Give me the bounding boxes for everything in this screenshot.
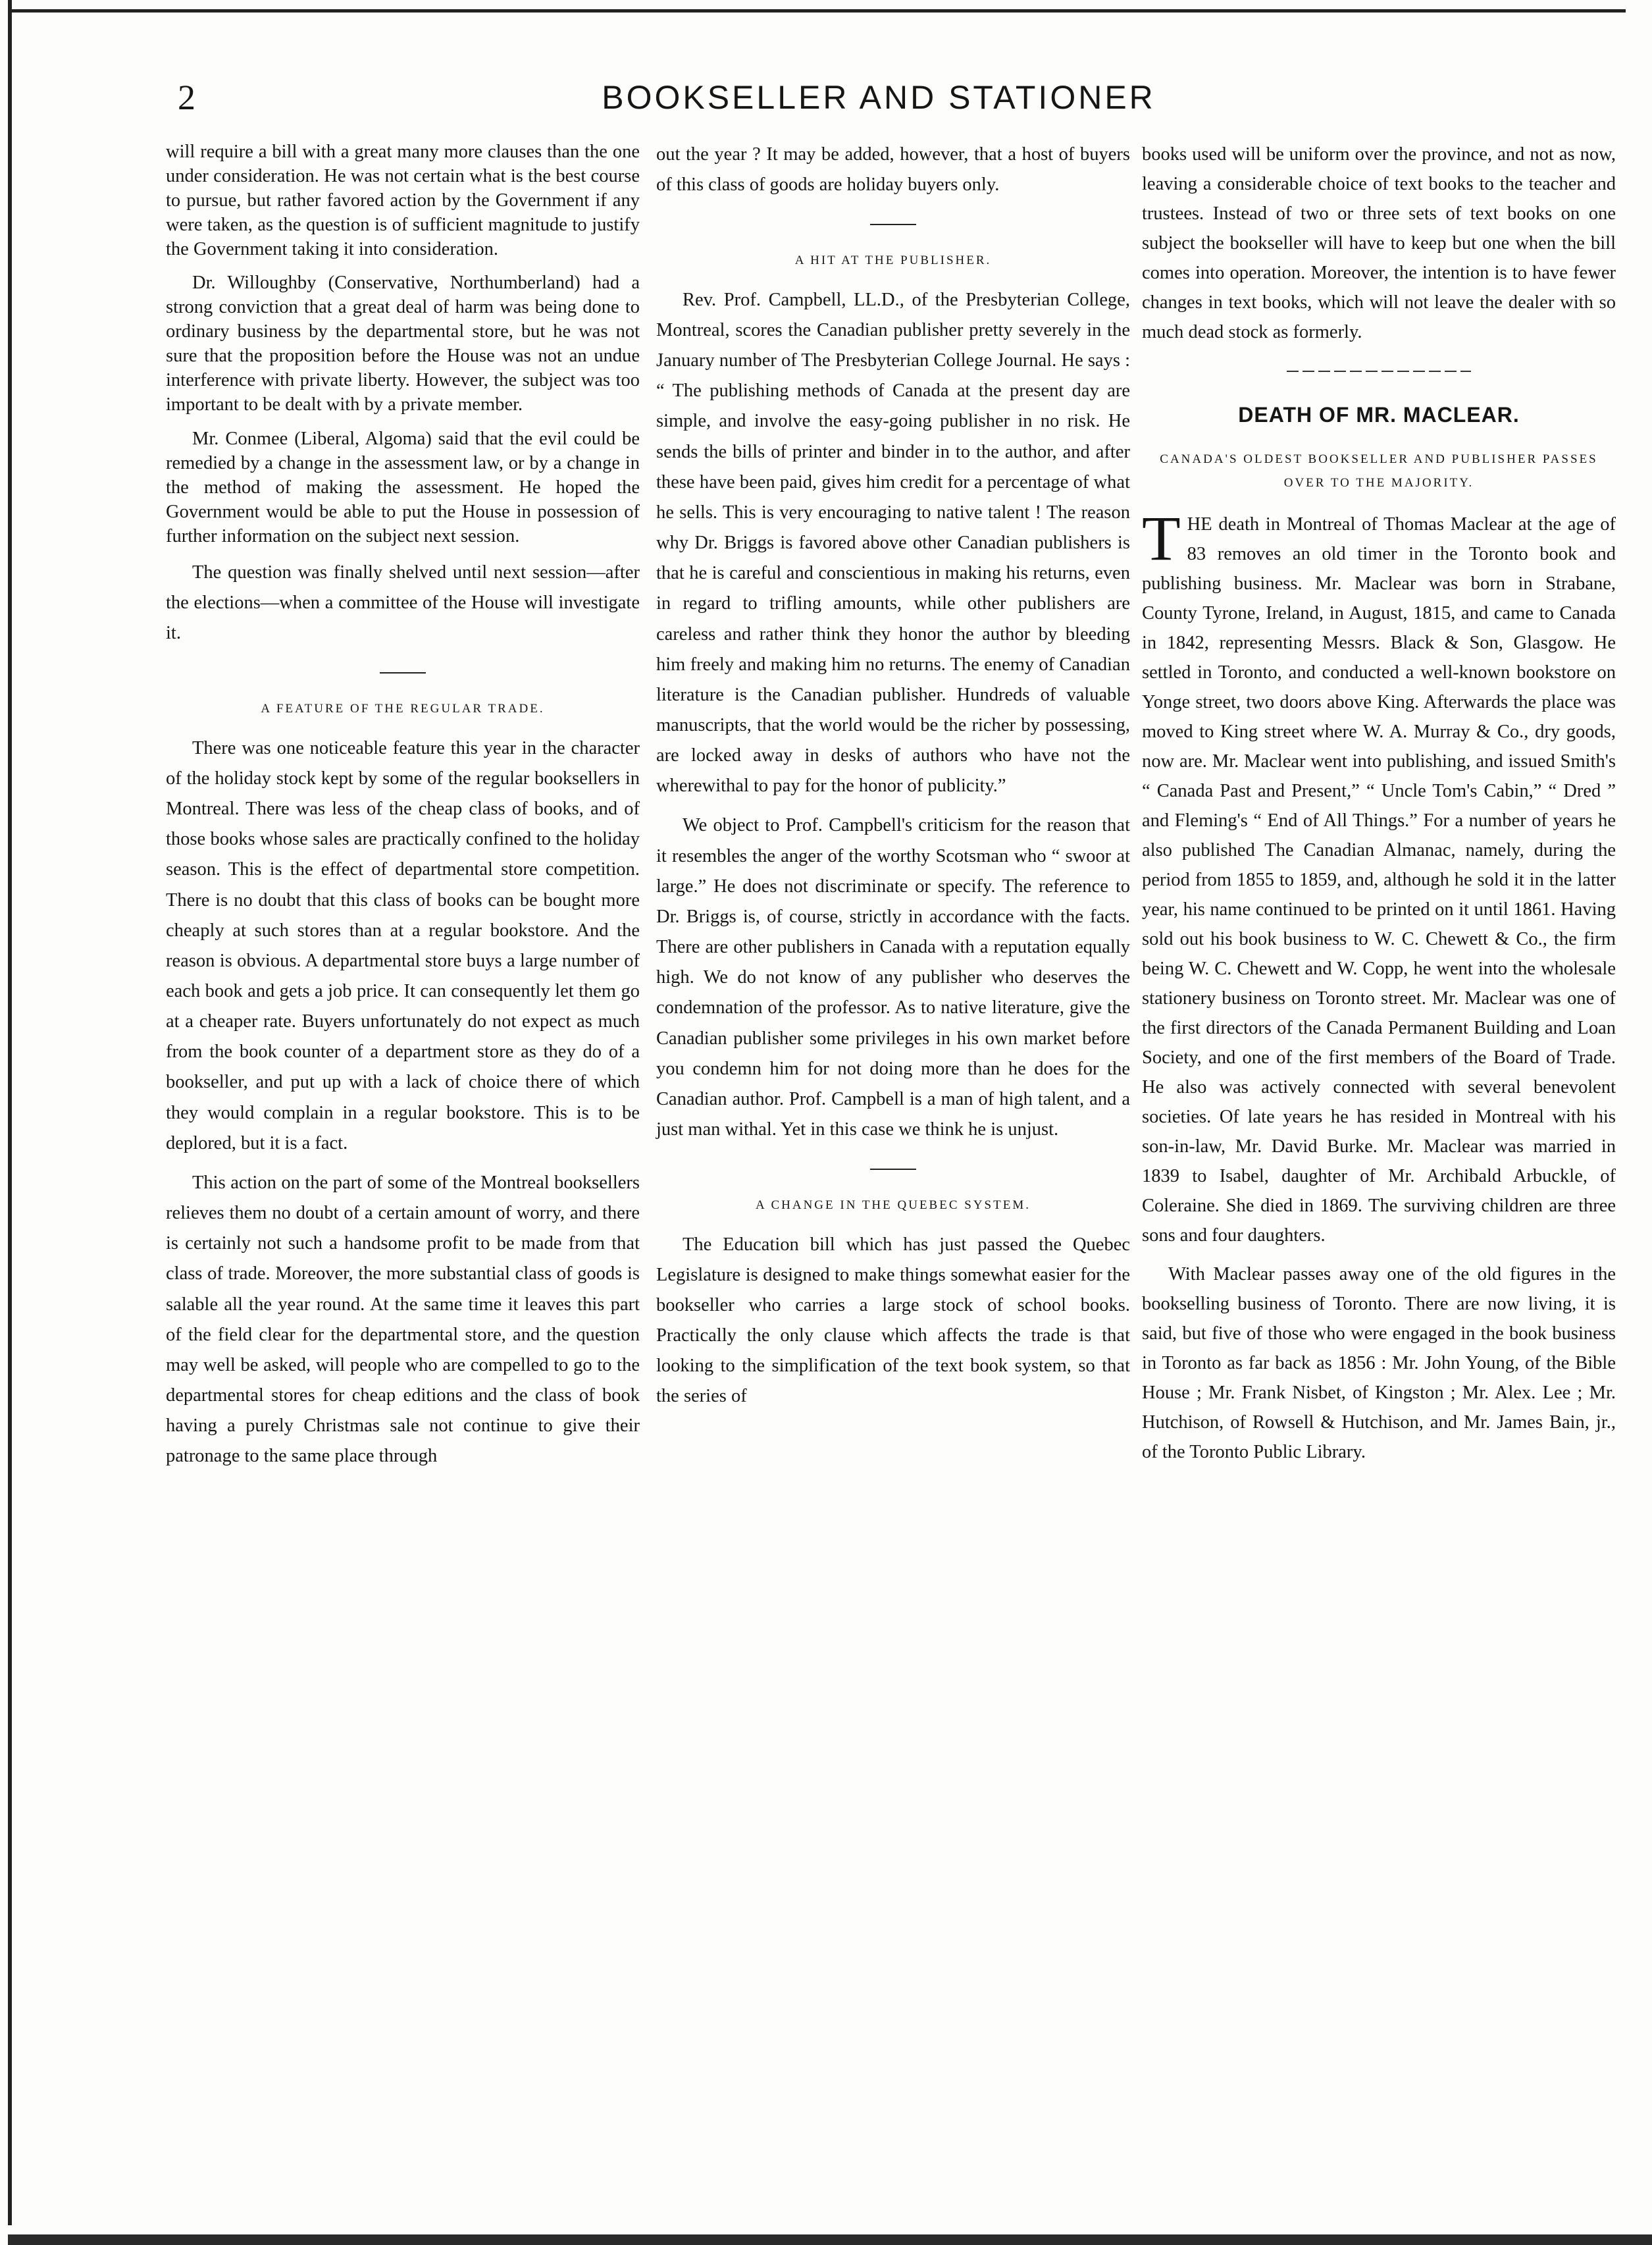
section-divider bbox=[380, 672, 426, 674]
page-border-bottom bbox=[8, 2225, 1652, 2245]
drop-cap: T bbox=[1142, 502, 1181, 573]
paragraph: The question was finally shelved until next session—after the elections—when a committee of the House will investigate it. bbox=[166, 562, 640, 644]
article-headline: DEATH OF MR. MACLEAR. bbox=[1238, 403, 1520, 427]
paragraph-text: HE death in Montreal of Thomas Maclear at the age of 83 removes an old timer in the Toronto book and publishing business. Mr. Maclear was born in Strabane, County Tyrone, Ireland, in August, 1815, and came to Canada in 1842, representing Messrs. Black & Son, Glasgow. He settled in Toronto, and conducted a well-known bookstore on Yonge street, two doors above King. Afterwards the place was moved to King street where W. A. Murray & Co., dry goods, now are. Mr. Maclear went into publishing, and issued Smith's “ Canada Past and Present,” “ Uncle Tom's Cabin,” “ Dred ” and Fleming's “ End of All Things.” For a number of years he also published The Canadian Almanac, namely, during the period from 1855 to 1859, and, although he sold it in the latter year, his name continued to be printed on it until 1861. Having sold out his book business to W. C. Chewett & Co., the firm being W. C. Chewett and W. Copp, he went into the wholesale stationery business on Toronto street. Mr. Maclear was one of the first directors of the Canada Permanent Building and Loan Society, and one of the first members of the Board of Trade. He also was actively connected with several benevolent societies. Of late years he has resided in Montreal with his son-in-law, Mr. David Burke. Mr. Maclear was married in 1839 to Isabel, daughter of Mr. Archibald Arbuckle, of Coleraine. She died in 1869. The surviving children are three sons and four daughters. bbox=[1142, 514, 1616, 1246]
page-header bbox=[171, 71, 1586, 124]
paragraph: There was one noticeable feature this year in the character of the holiday stock kept by some of the regular booksellers in Montreal. There was less of the cheap class of books, and of those books whose sales are practically confined to the holiday season. This is the effect of departmental store competition. There is no doubt that this class of books can be bought more cheaply at such stores than at a regular bookstore. And the reason is obvious. A departmental store buys a large number of each book and gets a job price. It can consequently let them go at a cheaper rate. Buyers unfortunately do not expect as much from the book counter of a department store as they do of a bookseller, and put up with a lack of choice there of which they would complain in a regular bookstore. This is to be deplored, but it is a fact. bbox=[166, 737, 640, 1153]
column-2 bbox=[656, 140, 1130, 1421]
paragraph: Mr. Conmee (Liberal, Algoma) said that the evil could be remedied by a change in the assessment law, or by a change in the method of making the assessment. He hoped the Government would be able to put the House in possession of further information on the subject next session. bbox=[166, 428, 640, 546]
paragraph: With Maclear passes away one of the old figures in the bookselling business of Toronto. There are now living, it is said, but five of those who were engaged in the book business in Toronto as far back as 1856 : Mr. John Young, of the Bible House ; Mr. Frank Nisbet, of Kingston ; Mr. Alex. Lee ; Mr. Hutchison, of Rowsell & Hutchison, and Mr. James Bain, jr., of the Toronto Public Library. bbox=[1142, 1264, 1616, 1463]
paragraph: Dr. Willoughby (Conservative, Northumberland) had a strong conviction that a great deal of harm was being done to ordinary business by the departmental store, but he was not sure that the proposition before the House was not an undue interference with private liberty. However, the subject was too important to be dealt with by a private member. bbox=[166, 273, 640, 415]
section-heading: A FEATURE OF THE REGULAR TRADE. bbox=[261, 702, 545, 716]
paragraph: out the year ? It may be added, however, that a host of buyers of this class of goods are holiday buyers only. bbox=[656, 144, 1130, 196]
section-divider bbox=[870, 224, 916, 225]
section-divider bbox=[1287, 371, 1471, 372]
page-number: 2 bbox=[178, 78, 195, 117]
paragraph: We object to Prof. Campbell's criticism for the reason that it resembles the anger of the worthy Scotsman who “ swoor at large.” He does not discriminate or specify. The reference to Dr. Briggs is, of course, strictly in accordance with the facts. There are other publishers in Canada with a reputation equally high. We do not know of any publisher who deserves the condemnation of the professor. As to native literature, give the Canadian publisher some privileges in his own market before you condemn him for not doing more than he does for the Canadian author. Prof. Campbell is a man of high talent, and a just man withal. Yet in this case we think he is unjust. bbox=[656, 815, 1130, 1140]
section-divider bbox=[870, 1169, 916, 1170]
page-border-left bbox=[8, 0, 12, 2245]
paragraph: will require a bill with a great many more clauses than the one under consideration. He was not certain what is the best course to pursue, but rather favored action by the Government if any were taken, as the question is of sufficient magnitude to justify the Government taking it into consideration. bbox=[166, 142, 640, 260]
paragraph bbox=[1142, 502, 1616, 1250]
section-heading: A CHANGE IN THE QUEBEC SYSTEM. bbox=[756, 1198, 1031, 1213]
article-deck: CANADA'S OLDEST BOOKSELLER AND PUBLISHER PASSES OVER TO THE MAJORITY. bbox=[1160, 452, 1598, 490]
paragraph: The Education bill which has just passed the Quebec Legislature is designed to make things somewhat easier for the bookseller who carries a large stock of school books. Practically the only clause which affects the trade is that looking to the simplification of the text book system, so that the series of bbox=[656, 1234, 1130, 1407]
paragraph: This action on the part of some of the Montreal booksellers relieves them no doubt of a certain amount of worry, and there is certainly not such a handsome profit to be made from that class of trade. Moreover, the more substantial class of goods is salable all the year round. At the same time it leaves this part of the field clear for the departmental store, and the question may well be asked, will people who are compelled to go to the departmental stores for cheap editions and the class of book having a purely Christmas sale not continue to give their patronage to the same place through bbox=[166, 1172, 640, 1467]
page-border-top bbox=[8, 9, 1626, 13]
column-3 bbox=[1142, 140, 1616, 1476]
paragraph: Rev. Prof. Campbell, LL.D., of the Presbyterian College, Montreal, scores the Canadian publisher pretty severely in the January number of The Presbyterian College Journal. He says : “ The publishing methods of Canada at the present day are simple, and involve the easy-going publisher in no risk. He sends the bills of printer and binder in to the author, and after these have been paid, gives him credit for a percentage of what he sells. This is very encouraging to native talent ! The reason why Dr. Briggs is favored above other Canadian publishers is that he is careful and conscientious in making his returns, even in regard to trifling amounts, while other publishers are careless and rather think they honor the author by bleeding him freely and making him no returns. The enemy of Canadian literature is the Canadian publisher. Hundreds of valuable manuscripts, that the world would be the richer by possessing, are locked away in desks of authors who have not the wherewithal to pay for the honor of publicity.” bbox=[656, 289, 1130, 797]
column-1 bbox=[166, 140, 640, 1481]
section-heading: A HIT AT THE PUBLISHER. bbox=[794, 253, 992, 268]
running-title: BOOKSELLER AND STATIONER bbox=[602, 79, 1156, 116]
paragraph: books used will be uniform over the province, and not as now, leaving a considerable choice of text books to the teacher and trustees. Instead of two or three sets of text books on one subject the bookseller will have to keep but one when the bill comes into operation. Moreover, the intention is to have fewer changes in text books, which will not leave the dealer with so much dead stock as formerly. bbox=[1142, 144, 1616, 343]
